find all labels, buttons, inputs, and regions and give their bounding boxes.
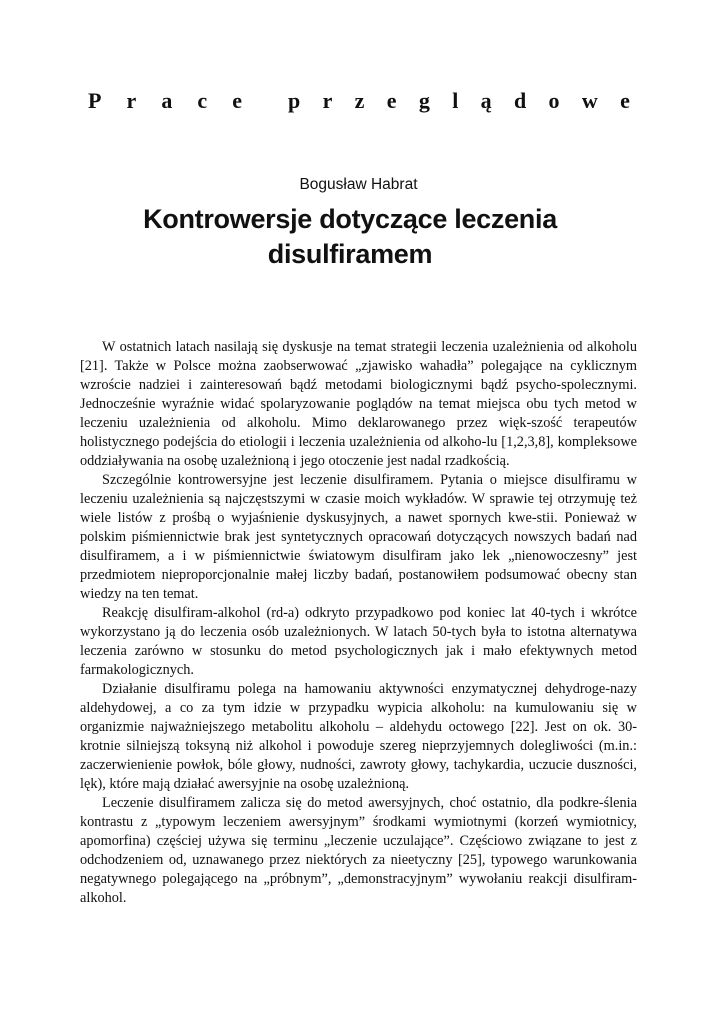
body-paragraph: W ostatnich latach nasilają się dyskusje na temat strategii leczenia uzależnienia od alkoholu [21]. Także w Polsce można zaobserwować „zjawisko wahadła” polegające na cyklicznym wzroście nadziei i zainteresowań bądź metodami biologicznymi bądź psycho-spolecznymi. Jednocześnie wyraźnie widać spolaryzowanie poglądów na temat miejsca obu tych metod w leczeniu uzależnienia od alkoholu. Mimo deklarowanego przez więk-szość terapeutów holistycznego podejścia do etiologii i leczenia uzależnienia od alkoho-lu [1,2,3,8], kompleksowe oddziaływania na osobę uzależnioną i jego otoczenie jest nadal rzadkością.: [80, 339, 637, 469]
body-paragraph: Leczenie disulfiramem zalicza się do metod awersyjnych, choć ostatnio, dla podkre-ślenia kontrastu z „typowym leczeniem awersyjnym” środkami wymiotnymi (korzeń wymiotnicy, apomorfina) częściej używa się terminu „leczenie uczulające”. Częściowo związane to jest z odchodzeniem od, uznawanego przez niektórych za nieetyczny [25], typowego warunkowania negatywnego polegającego na „próbnym”, „demonstracyjnym” wywołaniu reakcji disulfiram-alkohol.: [80, 795, 637, 906]
title-line: Kontrowersje dotyczące leczenia: [143, 204, 557, 234]
section-letter: e: [386, 88, 397, 113]
section-letter: c: [197, 88, 208, 113]
section-header: [88, 88, 630, 114]
section-word-1: [88, 88, 242, 114]
section-letter: e: [620, 88, 630, 113]
section-letter: z: [354, 88, 365, 113]
section-letter: r: [126, 88, 137, 113]
section-letter: w: [581, 88, 598, 113]
body-paragraph: Działanie disulfiramu polega na hamowaniu aktywności enzymatycznej dehydroge-nazy aldehydowej, a co za tym idzie w przypadku wypicia alkoholu: na kumulowaniu się w organizmie najważniejszego metabolitu alkoholu – aldehydu octowego [22]. Jest on ok. 30-krotnie silniejszą toksyną niż alkohol i powoduje szereg nieprzyjemnych dolegliwości (m.in.: zaczerwienienie powłok, bóle głowy, nudności, zawroty głowy, tachykardia, uczucie duszności, lęk), które mają działać awersyjnie na osobę uzależnioną.: [80, 681, 637, 792]
article-body: [80, 338, 637, 908]
section-letter: g: [418, 88, 430, 113]
section-letter: a: [161, 88, 173, 113]
section-letter: P: [88, 88, 102, 113]
title-line: disulfiramem: [267, 239, 433, 269]
section-word-2: [288, 88, 630, 114]
section-letter: l: [452, 88, 459, 113]
section-letter: ą: [480, 88, 492, 113]
body-paragraph: Reakcję disulfiram-alkohol (rd-a) odkryto przypadkowo pod koniec lat 40-tych i wkrótce wykorzystano ją do leczenia osób uzależnionych. W latach 50-tych była to istotna alternatywa leczenia zarówno w stosunku do metod psychologicznych jak i mało efektywnych metod farmakologicznych.: [80, 605, 637, 678]
section-letter: d: [513, 88, 527, 113]
section-letter: e: [232, 88, 242, 113]
article-title: [80, 202, 620, 272]
section-letter: o: [548, 88, 560, 113]
body-paragraph: Szczególnie kontrowersyjne jest leczenie disulfiramem. Pytania o miejsce disulfiramu w leczeniu uzależnienia są najczęstszymi w czasie moich wykładów. W sprawie tej otrzymuję też wiele listów z prośbą o wyjaśnienie dyskusyjnych, a nawet spornych kwe-stii. Ponieważ w polskim piśmiennictwie brak jest syntetycznych opracowań dotyczących nowszych badań nad disulfiramem, a i w piśmiennictwie światowym disulfiram jako lek „nienowoczesny” jest przedmiotem nieproporcjonalnie małej liczby badań, postanowiłem podsumować obecny stan wiedzy na ten temat.: [80, 472, 637, 602]
author-name: Bogusław Habrat: [299, 176, 418, 193]
section-letter: r: [322, 88, 333, 113]
section-letter: p: [288, 88, 301, 113]
